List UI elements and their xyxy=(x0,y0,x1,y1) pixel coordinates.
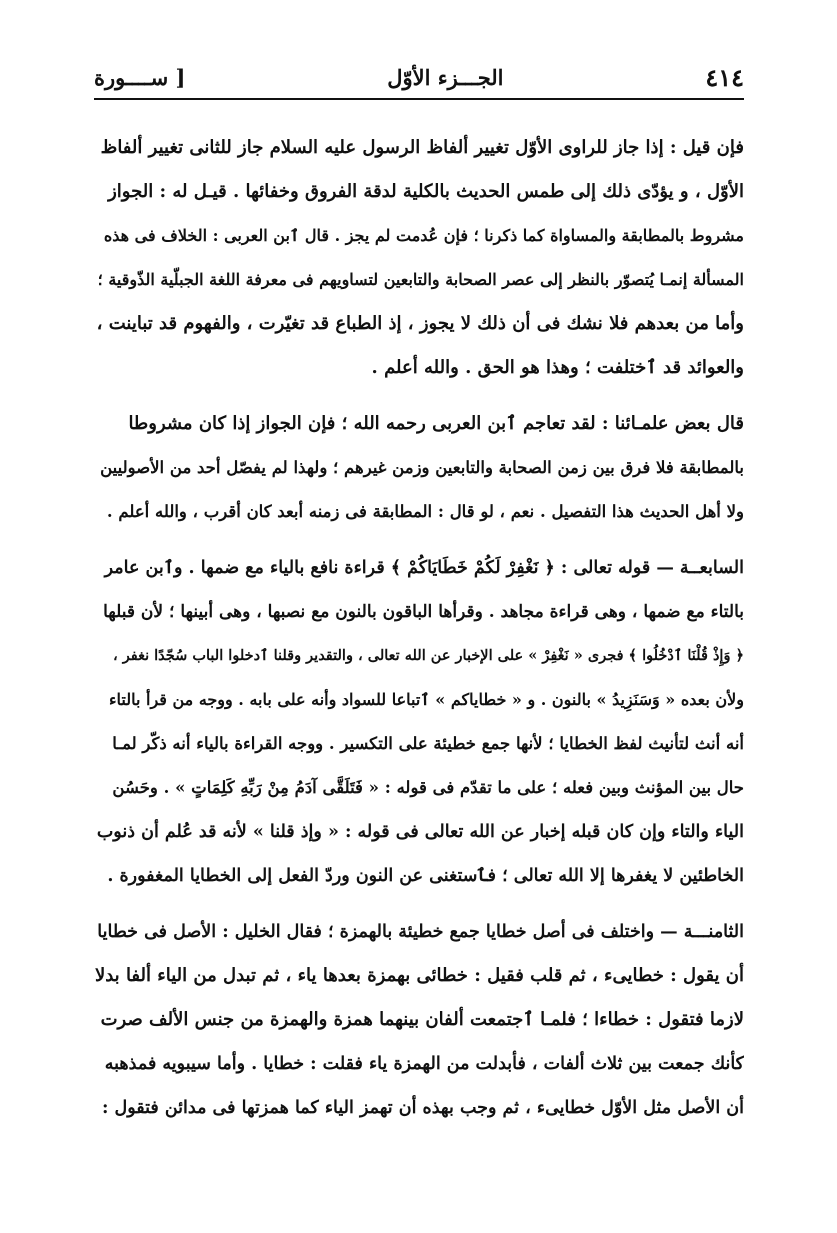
text-line: لازما فتقول : خطاءا ؛ فلمـا ٱجتمعت ألفان بينهما همزة والهمزة من جنس الألف صرت xyxy=(100,1009,744,1030)
text-line: السابعــة — قوله تعالى : ﴿ نَغْفِرْ لَكُمْ خَطَايَاكُمْ ﴾ قراءة نافع بالياء مع ضمها . وٱبن عامر xyxy=(104,558,744,578)
paragraph-4 xyxy=(94,910,744,1130)
paragraph-1 xyxy=(94,126,744,390)
text-line: وأما من بعدهم فلا نشك فى أن ذلك لا يجوز ، إذ الطباع قد تغيّرت ، والفهوم قد تباينت ، xyxy=(96,313,744,334)
text-line: حال بين المؤنث وبين فعله ؛ على ما تقدّم فى قوله : « فَتَلَقَّى آدَمُ مِنْ رَبِّهِ كَلِمَاتٍ » . وحَسُن xyxy=(112,778,744,797)
text-line: أنه أنث لتأنيث لفظ الخطايا ؛ لأنها جمع خطيئة على التكسير . ووجه القراءة بالياء أنه ذكّر لمـا xyxy=(112,734,744,753)
text-line: بالتاء مع ضمها ، وهى قراءة مجاهد . وقرأها الباقون بالنون مع نصبها ، وهى أبينها ؛ لأن قبلها xyxy=(103,602,744,622)
text-line: مشروط بالمطابقة والمساواة كما ذكرنا ؛ فإن عُدمت لم يجز . قال ٱبن العربى : الخلاف فى هذه xyxy=(103,226,744,245)
header-rule xyxy=(94,98,744,100)
text-line: الثامنـــة — واختلف فى أصل خطايا جمع خطيئة بالهمزة ؛ فقال الخليل : الأصل فى خطايا xyxy=(97,922,744,942)
text-line: ولأن بعده « وَسَنَزِيدُ » بالنون . و « خطاياكم » ٱتباعا للسواد وأنه على بابه . ووجه من قرأ بالتاء xyxy=(109,690,744,709)
text-line: الأوّل ، و يؤدّى ذلك إلى طمس الحديث بالكلية لدقة الفروق وخفائها . قيـل له : الجواز xyxy=(108,181,744,202)
text-line: أن الأصل مثل الأوّل خطايىء ، ثم وجب بهذه أن تهمز الياء كما همزتها فى مدائن فتقول : xyxy=(101,1098,744,1118)
text-line: ﴿ وَإِذْ قُلْنَا ٱدْخُلُوا ﴾ فجرى « نَغْفِرْ » على الإخبار عن الله تعالى ، والتقدير وقلنا ٱدخلوا الباب سُجّدًا نغفر ، xyxy=(113,647,744,664)
paragraph-2 xyxy=(94,402,744,534)
section-label: [ ســــورة xyxy=(94,64,186,90)
text-line: المسألة إنمـا يُتصوّر بالنظر إلى عصر الصحابة والتابعين لتساويهم فى معرفة اللغة الجبلّية الذّوقية ؛ xyxy=(97,270,744,289)
text-line: بالمطابقة فلا فرق بين زمن الصحابة والتابعين وزمن غيرهم ؛ ولهذا لم يفصّل أحد من الأصوليين xyxy=(100,458,744,477)
text-line: كأنك جمعت بين ثلاث ألفات ، فأبدلت من الهمزة ياء فقلت : خطايا . وأما سيبويه فمذهبه xyxy=(104,1054,744,1074)
text-line: قال بعض علمـائنا : لقد تعاجم ٱبن العربى رحمه الله ؛ فإن الجواز إذا كان مشروطا xyxy=(128,413,744,434)
part-title: الجـــزء الأوّل xyxy=(387,64,504,90)
paragraph-3 xyxy=(94,546,744,898)
body-text xyxy=(94,126,744,1142)
text-line: أن يقول : خطايىء ، ثم قلب فقيل : خطائى بهمزة بعدها ياء ، ثم تبدل من الياء ألفا بدلا xyxy=(94,965,744,986)
text-line: والعوائد قد ٱختلفت ؛ وهذا هو الحق . والله أعلم . xyxy=(371,357,744,378)
page-number: ٤١٤ xyxy=(705,62,744,92)
text-line: الياء والتاء وإن كان قبله إخبار عن الله تعالى فى قوله : « وإذ قلنا » لأنه قد عُلم أن ذنوب xyxy=(96,822,744,842)
running-header xyxy=(94,58,744,96)
text-line: الخاطئين لا يغفرها إلا الله تعالى ؛ فٱستغنى عن النون وردّ الفعل إلى الخطايا المغفورة . xyxy=(107,866,744,886)
text-line: فإن قيل : إذا جاز للراوى الأوّل تغيير ألفاظ الرسول عليه السلام جاز للثانى تغيير ألفاظ xyxy=(100,137,744,158)
text-line: ولا أهل الحديث هذا التفصيل . نعم ، لو قال : المطابقة فى زمنه أبعد كان أقرب ، والله أعلم . xyxy=(106,502,744,521)
